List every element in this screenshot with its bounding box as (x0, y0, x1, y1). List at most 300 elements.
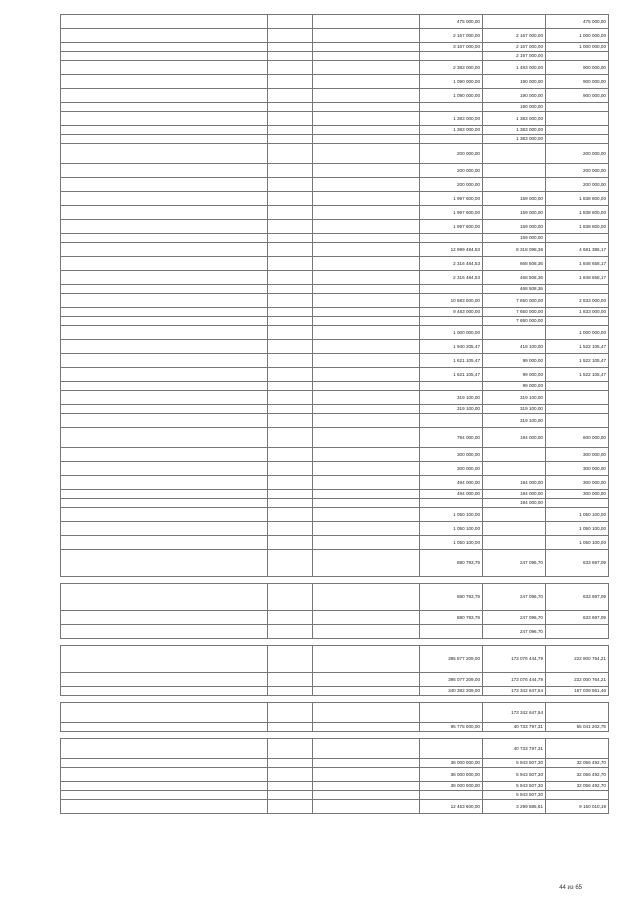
table-row (61, 522, 609, 536)
table-row (61, 428, 609, 448)
row-value-plan: 38 000 000,00 (420, 759, 483, 768)
table-row (61, 382, 609, 391)
row-code-classification (313, 206, 420, 220)
row-value-plan: 3 167 000,00 (420, 43, 483, 52)
row-code-classification (313, 550, 420, 577)
row-value-plan: 1 090 000,00 (420, 75, 483, 89)
row-value-remaining: 1 000 000,00 (546, 29, 609, 43)
table-row (61, 646, 609, 673)
row-description (61, 192, 268, 206)
table-row (61, 759, 609, 768)
row-code-classification (313, 61, 420, 75)
row-value-plan: 880 793,79 (420, 550, 483, 577)
row-value-executed: 173 076 444,79 (483, 646, 546, 673)
row-value-remaining: 9 150 010,19 (546, 800, 609, 814)
row-value-executed: 2 167 000,00 (483, 43, 546, 52)
row-value-plan: 794 000,00 (420, 428, 483, 448)
row-value-remaining: 1 838 600,00 (546, 220, 609, 234)
row-spacer-cell (61, 696, 609, 703)
row-code-chapter (268, 271, 313, 285)
row-value-executed: 5 943 507,30 (483, 759, 546, 768)
row-description (61, 164, 268, 178)
row-value-remaining (546, 739, 609, 759)
row-value-remaining: 900 000,00 (546, 75, 609, 89)
row-value-plan (420, 739, 483, 759)
table-row (61, 308, 609, 317)
row-code-classification (313, 476, 420, 490)
row-code-classification (313, 759, 420, 768)
row-value-executed: 5 943 507,30 (483, 782, 546, 791)
row-value-remaining: 200 000,00 (546, 178, 609, 192)
row-value-executed: 468 508,36 (483, 285, 546, 294)
row-value-plan: 2 316 484,53 (420, 257, 483, 271)
row-value-executed (483, 15, 546, 29)
row-value-remaining (546, 285, 609, 294)
row-value-plan (420, 703, 483, 723)
row-description (61, 723, 268, 732)
table-row (61, 508, 609, 522)
row-description (61, 428, 268, 448)
table-row (61, 89, 609, 103)
row-description (61, 271, 268, 285)
row-value-plan (420, 791, 483, 800)
table-row (61, 611, 609, 625)
row-value-remaining (546, 391, 609, 405)
row-value-executed (483, 178, 546, 192)
row-value-plan: 1 621 105,47 (420, 368, 483, 382)
row-value-remaining: 32 056 492,70 (546, 759, 609, 768)
row-value-executed: 5 943 507,30 (483, 768, 546, 782)
row-value-remaining: 222 800 764,21 (546, 646, 609, 673)
table-row (61, 271, 609, 285)
row-code-chapter (268, 611, 313, 625)
row-code-classification (313, 646, 420, 673)
table-row (61, 499, 609, 508)
row-description (61, 508, 268, 522)
table-row (61, 782, 609, 791)
row-description (61, 800, 268, 814)
row-value-plan (420, 52, 483, 61)
row-value-plan: 38 000 000,00 (420, 768, 483, 782)
row-code-chapter (268, 29, 313, 43)
row-value-remaining: 1 050 100,00 (546, 508, 609, 522)
row-value-plan: 9 483 000,00 (420, 308, 483, 317)
row-code-classification (313, 354, 420, 368)
row-code-chapter (268, 448, 313, 462)
row-code-classification (313, 126, 420, 135)
row-description (61, 476, 268, 490)
row-description (61, 625, 268, 639)
row-value-plan (420, 625, 483, 639)
row-description (61, 646, 268, 673)
row-value-plan: 319 100,00 (420, 391, 483, 405)
row-code-chapter (268, 462, 313, 476)
table-row (61, 294, 609, 308)
table-row (61, 584, 609, 611)
row-value-executed (483, 508, 546, 522)
row-code-classification (313, 414, 420, 428)
row-code-classification (313, 234, 420, 243)
row-code-classification (313, 536, 420, 550)
row-value-plan: 319 100,00 (420, 405, 483, 414)
row-code-chapter (268, 625, 313, 639)
row-value-executed: 194 000,00 (483, 428, 546, 448)
row-value-remaining: 1 522 105,47 (546, 340, 609, 354)
row-value-remaining: 4 681 386,17 (546, 243, 609, 257)
row-code-classification (313, 499, 420, 508)
row-code-chapter (268, 646, 313, 673)
row-description (61, 29, 268, 43)
row-value-remaining: 1 838 600,00 (546, 192, 609, 206)
row-value-executed: 5 943 507,30 (483, 791, 546, 800)
row-description (61, 368, 268, 382)
row-description (61, 126, 268, 135)
row-value-executed: 194 000,00 (483, 499, 546, 508)
row-value-remaining (546, 52, 609, 61)
row-code-classification (313, 271, 420, 285)
row-value-executed: 319 100,00 (483, 405, 546, 414)
row-code-chapter (268, 144, 313, 164)
table-row (61, 257, 609, 271)
row-description (61, 782, 268, 791)
row-value-plan: 494 000,00 (420, 476, 483, 490)
row-code-chapter (268, 75, 313, 89)
row-code-classification (313, 220, 420, 234)
row-value-executed (483, 326, 546, 340)
row-code-chapter (268, 243, 313, 257)
row-value-remaining: 1 050 100,00 (546, 522, 609, 536)
table-row (61, 15, 609, 29)
row-value-executed (483, 536, 546, 550)
table-row (61, 391, 609, 405)
table-row (61, 178, 609, 192)
row-value-plan: 880 793,79 (420, 611, 483, 625)
table-row (61, 368, 609, 382)
table-row (61, 243, 609, 257)
row-code-chapter (268, 414, 313, 428)
row-value-plan (420, 414, 483, 428)
table-row (61, 192, 609, 206)
row-description (61, 61, 268, 75)
row-description (61, 144, 268, 164)
row-value-remaining: 1 000 000,00 (546, 326, 609, 340)
row-spacer (61, 732, 609, 739)
row-description (61, 294, 268, 308)
row-description (61, 43, 268, 52)
row-code-chapter (268, 687, 313, 696)
row-value-remaining (546, 382, 609, 391)
row-code-chapter (268, 768, 313, 782)
row-code-chapter (268, 723, 313, 732)
row-description (61, 405, 268, 414)
row-code-classification (313, 164, 420, 178)
row-code-chapter (268, 382, 313, 391)
table-row (61, 791, 609, 800)
row-value-remaining: 600 000,00 (546, 428, 609, 448)
row-description (61, 490, 268, 499)
table-row (61, 536, 609, 550)
table-row (61, 687, 609, 696)
row-code-chapter (268, 354, 313, 368)
row-value-plan: 300 000,00 (420, 448, 483, 462)
row-value-executed: 247 096,70 (483, 584, 546, 611)
row-value-executed: 1 383 000,00 (483, 126, 546, 135)
row-value-plan: 475 000,00 (420, 15, 483, 29)
row-value-plan: 1 997 600,00 (420, 220, 483, 234)
row-code-classification (313, 490, 420, 499)
table-row (61, 285, 609, 294)
row-description (61, 243, 268, 257)
row-value-executed: 319 100,00 (483, 414, 546, 428)
row-value-remaining (546, 405, 609, 414)
row-value-remaining: 1 522 105,47 (546, 354, 609, 368)
row-value-plan: 1 000 000,00 (420, 326, 483, 340)
row-value-remaining: 1 838 600,00 (546, 206, 609, 220)
row-value-remaining: 200 000,00 (546, 144, 609, 164)
row-spacer-cell (61, 732, 609, 739)
table-row (61, 52, 609, 61)
row-value-executed: 418 100,00 (483, 340, 546, 354)
row-value-plan: 10 683 000,00 (420, 294, 483, 308)
row-value-plan: 95 775 000,00 (420, 723, 483, 732)
row-value-remaining: 1 050 100,00 (546, 536, 609, 550)
row-description (61, 584, 268, 611)
row-code-chapter (268, 391, 313, 405)
table-row (61, 673, 609, 687)
row-code-classification (313, 103, 420, 112)
row-code-chapter (268, 791, 313, 800)
row-code-classification (313, 611, 420, 625)
row-value-executed: 173 342 647,54 (483, 703, 546, 723)
row-description (61, 414, 268, 428)
table-row (61, 103, 609, 112)
row-description (61, 89, 268, 103)
row-code-classification (313, 326, 420, 340)
row-code-chapter (268, 294, 313, 308)
row-code-chapter (268, 782, 313, 791)
row-code-classification (313, 508, 420, 522)
row-value-remaining: 300 000,00 (546, 490, 609, 499)
row-code-chapter (268, 368, 313, 382)
table-row (61, 414, 609, 428)
row-description (61, 703, 268, 723)
row-value-plan: 1 383 000,00 (420, 112, 483, 126)
row-value-executed: 173 076 444,79 (483, 673, 546, 687)
table-row (61, 75, 609, 89)
row-value-remaining: 633 697,09 (546, 584, 609, 611)
row-code-classification (313, 782, 420, 791)
row-code-classification (313, 405, 420, 414)
row-code-chapter (268, 206, 313, 220)
row-value-plan (420, 499, 483, 508)
row-value-remaining: 1 000 000,00 (546, 43, 609, 52)
row-value-remaining (546, 499, 609, 508)
row-code-classification (313, 522, 420, 536)
row-value-plan: 1 940 205,47 (420, 340, 483, 354)
row-description (61, 220, 268, 234)
row-value-plan: 12 453 600,00 (420, 800, 483, 814)
table-row (61, 800, 609, 814)
row-value-executed: 159 000,00 (483, 192, 546, 206)
row-value-plan: 395 877 209,00 (420, 646, 483, 673)
row-code-chapter (268, 126, 313, 135)
budget-table (60, 14, 609, 814)
row-value-executed: 1 383 000,00 (483, 135, 546, 144)
table-row (61, 739, 609, 759)
row-code-chapter (268, 317, 313, 326)
row-value-executed: 7 650 000,00 (483, 294, 546, 308)
row-code-classification (313, 243, 420, 257)
row-code-chapter (268, 61, 313, 75)
table-row (61, 340, 609, 354)
row-code-chapter (268, 103, 313, 112)
row-code-classification (313, 625, 420, 639)
row-value-executed (483, 522, 546, 536)
row-description (61, 550, 268, 577)
row-value-plan (420, 285, 483, 294)
row-description (61, 234, 268, 243)
row-value-executed: 194 000,00 (483, 490, 546, 499)
row-code-classification (313, 673, 420, 687)
row-description (61, 462, 268, 476)
row-value-remaining (546, 234, 609, 243)
row-code-classification (313, 285, 420, 294)
row-value-executed: 247 096,70 (483, 550, 546, 577)
table-row (61, 43, 609, 52)
row-code-chapter (268, 703, 313, 723)
row-value-executed: 7 650 000,00 (483, 317, 546, 326)
row-value-plan: 2 167 000,00 (420, 29, 483, 43)
table-row (61, 405, 609, 414)
row-value-remaining: 200 000,00 (546, 164, 609, 178)
row-value-executed: 1 483 000,00 (483, 61, 546, 75)
row-value-remaining: 633 697,09 (546, 550, 609, 577)
row-value-plan: 2 383 000,00 (420, 61, 483, 75)
row-description (61, 135, 268, 144)
budget-table-sheet (60, 14, 606, 814)
row-value-executed: 159 000,00 (483, 206, 546, 220)
row-value-plan: 340 382 209,00 (420, 687, 483, 696)
table-row (61, 768, 609, 782)
row-code-chapter (268, 759, 313, 768)
row-description (61, 285, 268, 294)
table-row (61, 490, 609, 499)
row-value-remaining (546, 112, 609, 126)
row-value-remaining (546, 414, 609, 428)
row-code-classification (313, 723, 420, 732)
row-value-executed: 194 000,00 (483, 476, 546, 490)
row-value-executed: 8 318 098,36 (483, 243, 546, 257)
row-value-executed: 40 733 797,31 (483, 739, 546, 759)
row-value-executed: 190 000,00 (483, 75, 546, 89)
row-value-plan: 1 090 000,00 (420, 89, 483, 103)
row-code-chapter (268, 476, 313, 490)
row-code-classification (313, 768, 420, 782)
row-description (61, 52, 268, 61)
row-code-classification (313, 687, 420, 696)
row-value-executed: 668 508,36 (483, 257, 546, 271)
row-value-remaining (546, 317, 609, 326)
row-value-executed: 247 096,70 (483, 611, 546, 625)
row-code-chapter (268, 285, 313, 294)
row-value-executed: 40 733 797,31 (483, 723, 546, 732)
row-code-chapter (268, 178, 313, 192)
row-value-remaining: 300 000,00 (546, 462, 609, 476)
row-description (61, 391, 268, 405)
row-value-remaining (546, 791, 609, 800)
table-row (61, 448, 609, 462)
row-code-classification (313, 340, 420, 354)
table-row (61, 144, 609, 164)
row-code-classification (313, 43, 420, 52)
row-code-classification (313, 428, 420, 448)
row-code-chapter (268, 508, 313, 522)
row-value-plan (420, 234, 483, 243)
row-value-remaining (546, 103, 609, 112)
row-value-executed: 3 299 585,61 (483, 800, 546, 814)
row-value-remaining: 475 000,00 (546, 15, 609, 29)
table-row (61, 550, 609, 577)
row-code-chapter (268, 308, 313, 317)
row-description (61, 791, 268, 800)
row-value-plan (420, 382, 483, 391)
row-description (61, 340, 268, 354)
row-value-executed: 7 650 000,00 (483, 308, 546, 317)
page-number: 44 из 65 (559, 885, 582, 891)
row-code-chapter (268, 164, 313, 178)
row-value-remaining (546, 135, 609, 144)
row-spacer-cell (61, 639, 609, 646)
row-code-classification (313, 29, 420, 43)
row-value-executed: 190 000,00 (483, 89, 546, 103)
row-description (61, 15, 268, 29)
row-value-plan: 300 000,00 (420, 462, 483, 476)
row-value-remaining: 2 833 000,00 (546, 294, 609, 308)
row-code-chapter (268, 52, 313, 61)
row-code-chapter (268, 584, 313, 611)
row-spacer (61, 577, 609, 584)
row-value-remaining: 1 522 105,47 (546, 368, 609, 382)
row-value-plan: 12 999 484,53 (420, 243, 483, 257)
table-row (61, 29, 609, 43)
row-code-chapter (268, 220, 313, 234)
row-value-plan: 494 000,00 (420, 490, 483, 499)
row-description (61, 382, 268, 391)
row-value-remaining (546, 703, 609, 723)
row-code-chapter (268, 522, 313, 536)
row-description (61, 308, 268, 317)
row-value-plan (420, 135, 483, 144)
row-code-classification (313, 135, 420, 144)
row-description (61, 687, 268, 696)
row-description (61, 536, 268, 550)
row-value-plan: 1 621 105,47 (420, 354, 483, 368)
row-code-chapter (268, 550, 313, 577)
row-value-executed: 173 342 647,54 (483, 687, 546, 696)
row-code-classification (313, 317, 420, 326)
row-spacer-cell (61, 577, 609, 584)
row-value-executed: 319 100,00 (483, 391, 546, 405)
row-value-remaining: 1 848 658,17 (546, 271, 609, 285)
row-value-executed: 2 167 000,00 (483, 29, 546, 43)
row-value-executed: 99 000,00 (483, 354, 546, 368)
row-code-chapter (268, 340, 313, 354)
row-code-chapter (268, 326, 313, 340)
row-description (61, 611, 268, 625)
row-code-chapter (268, 739, 313, 759)
row-description (61, 499, 268, 508)
row-description (61, 178, 268, 192)
